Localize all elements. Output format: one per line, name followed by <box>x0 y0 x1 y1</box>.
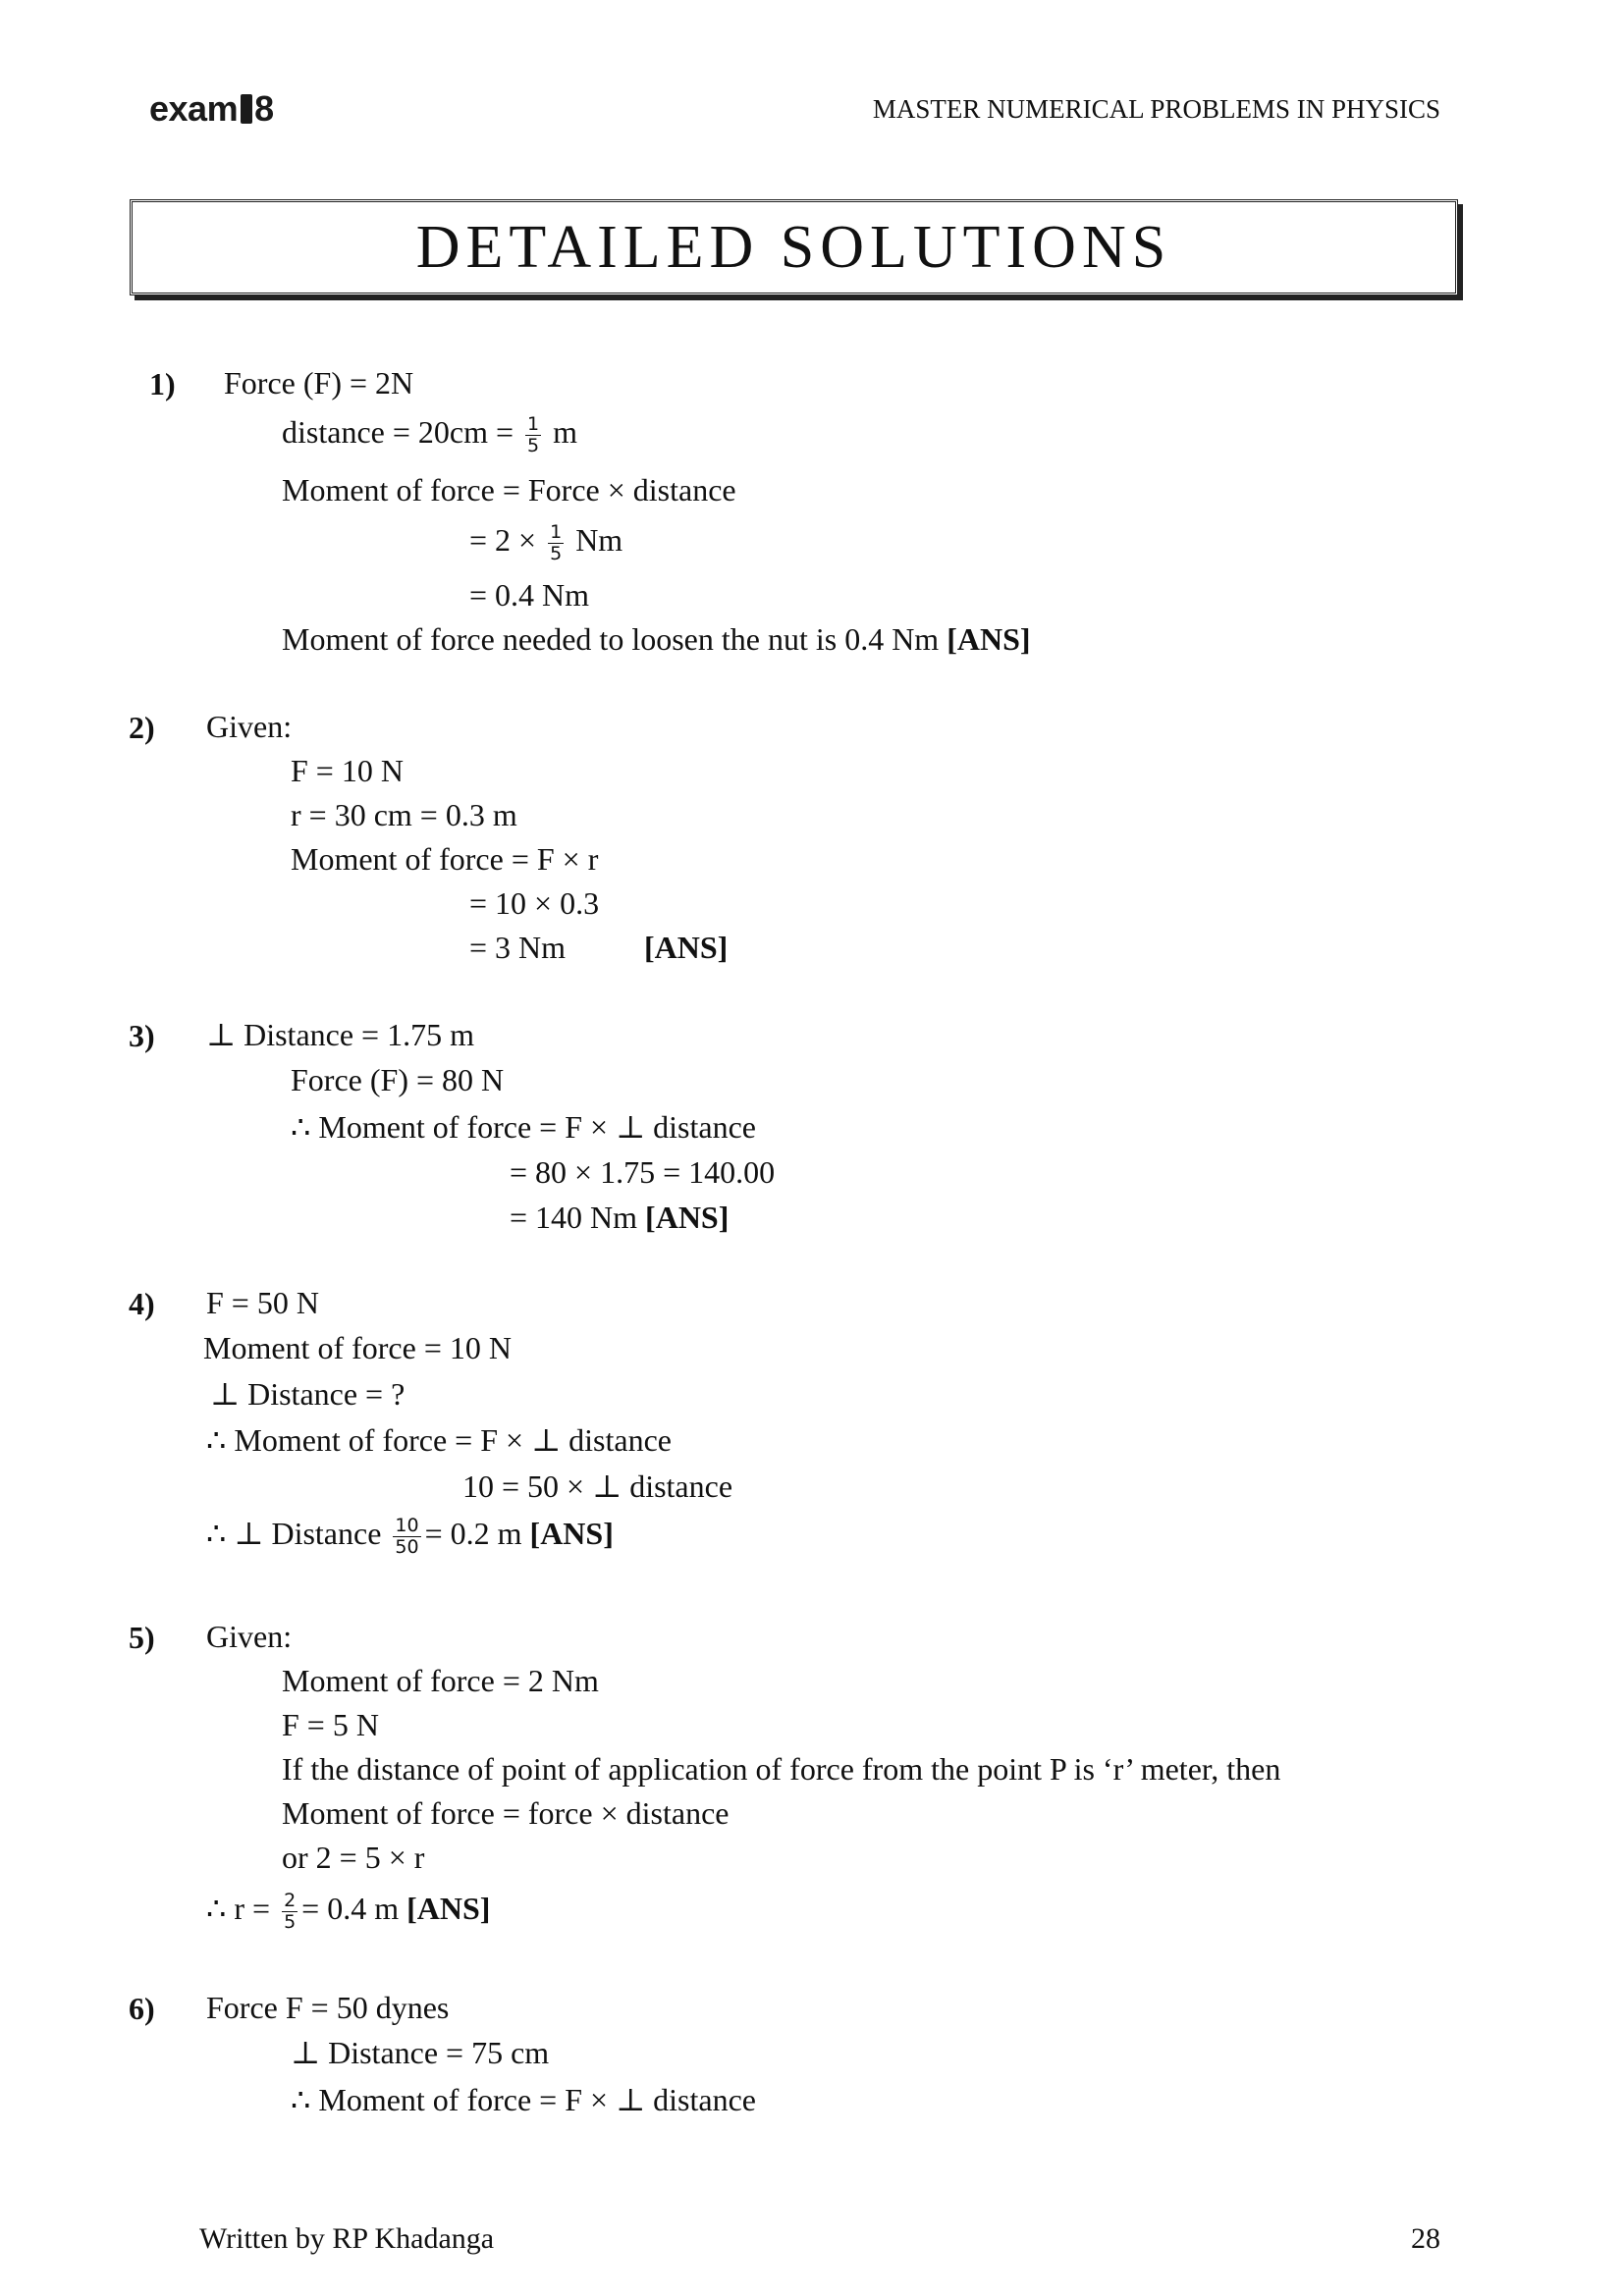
solution-5-line-1: Given: <box>206 1619 293 1654</box>
solution-2-line-3: r = 30 cm = 0.3 m <box>291 797 517 832</box>
logo-mark-icon <box>241 94 252 124</box>
solution-5-line-5: Moment of force = force × distance <box>282 1795 730 1831</box>
solution-5-line-3: F = 5 N <box>282 1707 379 1742</box>
solution-4-line-3: ⊥ Distance = ? <box>210 1376 406 1412</box>
solution-2-line-1: Given: <box>206 709 293 744</box>
solution-6-line-2: ⊥ Distance = 75 cm <box>291 2035 550 2070</box>
book-title: MASTER NUMERICAL PROBLEMS IN PHYSICS <box>872 94 1440 124</box>
solution-4-line-2: Moment of force = 10 N <box>203 1330 512 1365</box>
solution-3-line-4: = 80 × 1.75 = 140.00 <box>510 1154 776 1190</box>
solution-5-number: 5) <box>129 1620 155 1655</box>
solution-4-line-6: ∴ ⊥ Distance $\frac{10}{50}$ = 0.2 m [ANS] <box>206 1515 614 1559</box>
answer-tag: [ANS] <box>645 1200 730 1235</box>
solution-1-line-4: = 2 × $\frac{1}{5}$ Nm <box>469 521 623 565</box>
solution-6-line-3: ∴ Moment of force = F × ⊥ distance <box>291 2082 756 2117</box>
solution-3-line-5: = 140 Nm [ANS] <box>510 1200 730 1235</box>
solution-2-line-2: F = 10 N <box>291 753 404 788</box>
answer-tag: [ANS] <box>529 1516 614 1551</box>
page-number: 28 <box>1411 2222 1440 2255</box>
fraction: $\frac{1}{5}$ <box>527 413 540 457</box>
solution-5-line-6: or 2 = 5 × r <box>282 1840 425 1875</box>
answer-tag: [ANS] <box>947 621 1031 657</box>
solution-1-line-5: = 0.4 Nm <box>469 577 590 613</box>
exam18-logo: exam 8 <box>149 88 274 129</box>
solution-6-line-1: Force F = 50 dynes <box>206 1990 450 2025</box>
solution-3-number: 3) <box>129 1018 155 1053</box>
footer-author: Written by RP Khadanga <box>199 2222 495 2255</box>
answer-tag: [ANS] <box>406 1891 491 1926</box>
fraction: $\frac{10}{50}$ <box>395 1515 419 1559</box>
solution-2-number: 2) <box>129 710 155 745</box>
solution-1-line-3: Moment of force = Force × distance <box>282 472 736 507</box>
solution-6-number: 6) <box>129 1991 155 2026</box>
fraction: $\frac{1}{5}$ <box>550 521 563 565</box>
solution-5-line-7: ∴ r = $\frac{2}{5}$ = 0.4 m [ANS] <box>206 1890 491 1934</box>
solution-1-line-2: distance = 20cm = $\frac{1}{5}$ m <box>282 413 578 457</box>
solution-4-number: 4) <box>129 1286 155 1321</box>
solution-5-line-4: If the distance of point of application of force from the point P is ‘r’ meter, then <box>282 1751 1281 1787</box>
solution-2-answer-tag: [ANS] <box>644 930 729 965</box>
title-box <box>130 199 1458 295</box>
solution-1-line-6: Moment of force needed to loosen the nut is 0.4 Nm [ANS] <box>282 621 1031 657</box>
solution-4-line-5: 10 = 50 × ⊥ distance <box>462 1468 733 1504</box>
solution-3-line-3: ∴ Moment of force = F × ⊥ distance <box>291 1109 756 1145</box>
solution-5-line-2: Moment of force = 2 Nm <box>282 1663 599 1698</box>
solution-4-line-4: ∴ Moment of force = F × ⊥ distance <box>206 1422 672 1458</box>
page-title: DETAILED SOLUTIONS <box>415 214 1172 281</box>
solution-3-line-1: ⊥ Distance = 1.75 m <box>206 1017 474 1052</box>
solution-4-line-1: F = 50 N <box>206 1285 319 1320</box>
fraction: $\frac{2}{5}$ <box>284 1890 297 1934</box>
solution-2-line-4: Moment of force = F × r <box>291 841 599 877</box>
solution-2-line-5: = 10 × 0.3 <box>469 885 600 921</box>
solution-2-line-6: = 3 Nm <box>469 930 567 965</box>
solution-1-line-1: Force (F) = 2N <box>224 365 414 400</box>
solution-1-number: 1) <box>149 366 176 401</box>
solution-3-line-2: Force (F) = 80 N <box>291 1062 505 1097</box>
